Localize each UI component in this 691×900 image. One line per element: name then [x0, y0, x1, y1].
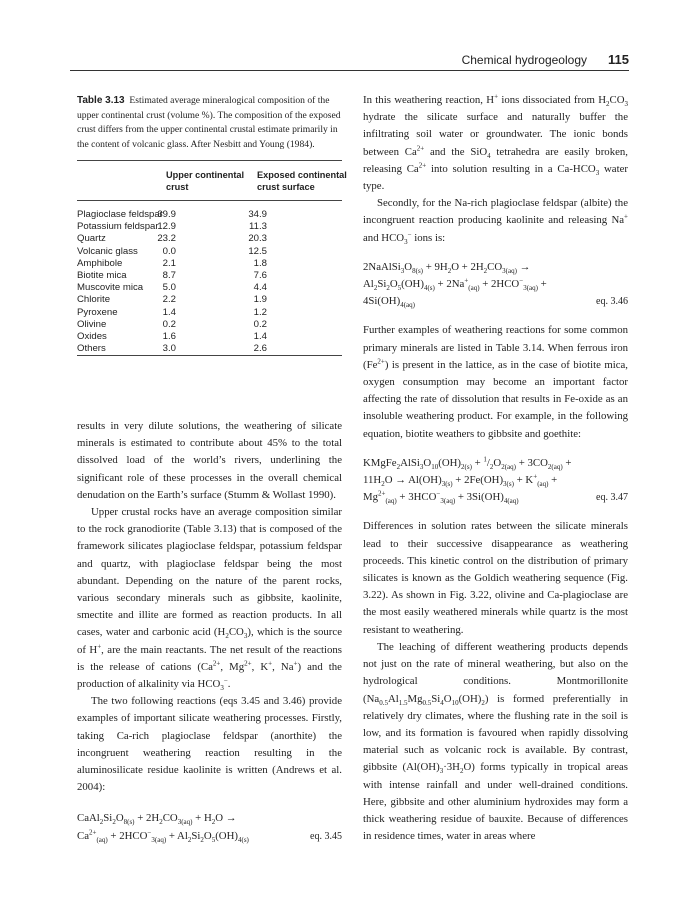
upper-crust-value: 0.2 — [162, 318, 176, 330]
table-row — [77, 269, 342, 282]
exposed-crust-value: 1.2 — [253, 306, 267, 318]
table-row — [77, 208, 342, 221]
exposed-crust-value: 1.8 — [253, 257, 267, 269]
table-row — [77, 232, 342, 245]
col-header-exposed: Exposed continental crust surface — [257, 170, 347, 192]
table-row — [77, 245, 342, 258]
table-caption-text: Estimated average mineralogical composition of the upper continental crust (volume %). The composition of the exposed crust differs from the upper continental crustal estimate primarily in the content of volcanic glass. After Nesbitt and Young (1984). — [77, 95, 341, 150]
exposed-crust-value: 2.6 — [253, 343, 267, 355]
left-column — [77, 418, 342, 845]
paragraph: In this weathering reaction, H+ ions dissociated from $H_2CO_3$ hydrate the silicate surface and naturally buffer the infiltrating soil water or groundwater. The ionic bonds between $Ca^{2+}$ and the SiO$_4$ tetrahedra are easily broken, releasing $Ca^{2+}$ into solution resulting in a $Ca-HCO_3$ water type. — [363, 92, 628, 193]
table-row — [77, 306, 342, 319]
upper-crust-value: 2.2 — [162, 294, 176, 306]
paragraph: Differences in solution rates between the silicate minerals lead to their successive disappearance as weathering proceeds. This kinetic control on the distribution of primary silicates is known as the Goldich weathering sequence (Fig. 3.22). As shown in Fig. 3.22, olivine and Ca-plagioclase are the most easily weathered minerals while quartz is the most resistant to weathering. — [363, 520, 628, 636]
paragraph: Further examples of weathering reactions for some common primary minerals are listed in Table 3.14. When ferrous iron $(Fe^{2+})$ is present in the lattice, as in the case of biotite mica, oxygen consumption may become an important factor affecting the rate of dissolution that results in Fe-oxide as an insoluble weathering product. For example, in the following equation, biotite weathers to gibbsite and goethite: — [363, 324, 628, 440]
paragraph: results in very dilute solutions, the weathering of silicate minerals is estimated to contribute about 45% to the total dissolved load of the world’s rivers, underlining the significant role of these processes in the overall chemical denudation on the Earth’s surface (Stumm & Wollast 1990). — [77, 420, 342, 501]
exposed-crust-value: 1.9 — [253, 294, 267, 306]
exposed-crust-value: 4.4 — [253, 282, 267, 294]
upper-crust-value: 23.2 — [157, 233, 176, 245]
equation-number: eq. 3.46 — [596, 296, 628, 308]
upper-crust-value: 5.0 — [162, 282, 176, 294]
running-header — [70, 52, 629, 71]
table-row — [77, 342, 342, 355]
table-header-rule — [77, 200, 342, 201]
col-header-upper: Upper continental crust — [166, 170, 245, 192]
equation-3-47: $KMgFe_2AlSi_3O_{10}(OH)_{2(s)} + ^1/_2O_{2(aq)} + 3CO_{2(aq)}$ + $11H_2O \to Al(OH)_{3(s)} + 2Fe(OH)_{3(s)} + K^+_{(aq)}$ + $Mg^{2+}_{(aq)} + 3HCO^-_{3(aq)} + 3Si(OH)_{4(aq)}$ eq. 3.47 — [363, 455, 628, 506]
paragraph: The leaching of different weathering products depends not just on the rate of mineral weathering, but also on the hydrological conditions. Montmorillonite $(Na_{0.5}Al_{1.5}Mg_{0.5}Si_4O_{10}(OH)_2)$ is formed preferentially in relatively dry climates, where the flushing rate in the soil is low, and its formation is favoured when rapidly dissolving material such as volcanic rock is available. By contrast, gibbsite $(Al(OH)_3\cdot 3H_2O)$ forms typically in tropical areas with intense rainfall and under well-drained conditions. Here, gibbsite and other aluminium hydroxides may form a thick weathering residue of bauxite. Because of differences in residence times, water in areas where — [363, 640, 628, 843]
table-label: Table 3.13 — [77, 95, 125, 106]
table-row — [77, 318, 342, 331]
table-row — [77, 330, 342, 343]
table-row — [77, 281, 342, 294]
mineral-name: Oxides — [77, 331, 107, 342]
paragraph: Upper crustal rocks have an average composition similar to the rock granodiorite (Table 3.13) that is composed of the framework silicates plagioclase feldspar, potassium feldspar and quartz, with plagioclase feldspar being the most abundant. Depending on the nature of the parent rocks, various secondary minerals such as gibbsite, kaolinite, smectite and illite are formed as reaction products. In all cases, water and carbonic acid $(H_2CO_3)$, which is the source of H+, are the main reactants. The net result of the reactions is the release of cations ($Ca^{2+}$, $Mg^{2+}$, K+, Na+) and the production of alkalinity via $HCO_3^-$. — [77, 506, 342, 693]
upper-crust-value: 39.9 — [157, 209, 176, 220]
mineral-name: Others — [77, 343, 106, 355]
running-title: Chemical hydrogeology — [461, 53, 587, 67]
right-column — [363, 92, 628, 845]
upper-crust-value: 2.1 — [162, 257, 176, 269]
mineral-name: Biotite mica — [77, 270, 127, 281]
page-number: 115 — [608, 52, 629, 67]
exposed-crust-value: 12.5 — [248, 245, 267, 257]
mineral-name: Olivine — [77, 318, 107, 330]
upper-crust-value: 8.7 — [162, 270, 176, 281]
upper-crust-value: 1.4 — [162, 306, 176, 318]
table-bottom-rule — [77, 355, 342, 356]
mineral-name: Potassium feldspar — [77, 221, 159, 233]
table-row — [77, 293, 342, 306]
paragraph: Secondly, for the Na-rich plagioclase feldspar (albite) the incongruent reaction producing kaolinite and releasing Na+ and $HCO_3^-$ ions is: — [363, 197, 628, 246]
upper-crust-value: 1.6 — [162, 331, 176, 342]
equation-number: eq. 3.47 — [596, 492, 628, 504]
mineral-name: Pyroxene — [77, 306, 118, 318]
table-top-rule — [77, 160, 342, 161]
mineral-name: Quartz — [77, 233, 106, 245]
exposed-crust-value: 20.3 — [248, 233, 267, 245]
equation-3-45: $CaAl_2Si_2O_{8(s)} + 2H_2CO_{3(aq)} + H_2O$ → $Ca^{2+}_{(aq)} + 2HCO^-_{3(aq)} + Al_2Si_2O_5(OH)_{4(s)}$ eq. 3.45 — [77, 812, 342, 844]
mineral-name: Volcanic glass — [77, 245, 138, 257]
exposed-crust-value: 34.9 — [248, 209, 267, 220]
equation-number: eq. 3.45 — [310, 830, 342, 842]
exposed-crust-value: 11.3 — [249, 221, 267, 233]
exposed-crust-value: 1.4 — [253, 331, 267, 342]
table-caption — [77, 94, 342, 152]
table-row — [77, 220, 342, 233]
table-row — [77, 257, 342, 270]
mineral-name: Plagioclase feldspar — [77, 209, 163, 220]
exposed-crust-value: 7.6 — [253, 270, 267, 281]
upper-crust-value: 12.9 — [157, 221, 176, 233]
upper-crust-value: 0.0 — [162, 245, 176, 257]
equation-3-46: $2NaAlSi_3O_{8(s)} + 9H_2O + 2H_2CO_{3(aq)}$ → $Al_2Si_2O_5(OH)_{4(s)} + 2Na^+_{(aq)} + 2HCO^-_{3(aq)}$ + $4Si(OH)_{4(aq)}$ eq. 3.46 — [363, 260, 628, 310]
mineral-name: Muscovite mica — [77, 282, 144, 294]
paragraph: The two following reactions (eqs 3.45 and 3.46) provide examples of important silicate weathering processes. Firstly, taking Ca-rich plagioclase feldspar (anorthite) the incongruent weathering reaction resulting in the aluminosilicate residue kaolinite is written (Andrews et al. 2004): — [77, 695, 342, 794]
exposed-crust-value: 0.2 — [253, 318, 267, 330]
mineral-name: Chlorite — [77, 294, 111, 306]
mineral-name: Amphibole — [77, 257, 123, 269]
upper-crust-value: 3.0 — [162, 343, 176, 355]
